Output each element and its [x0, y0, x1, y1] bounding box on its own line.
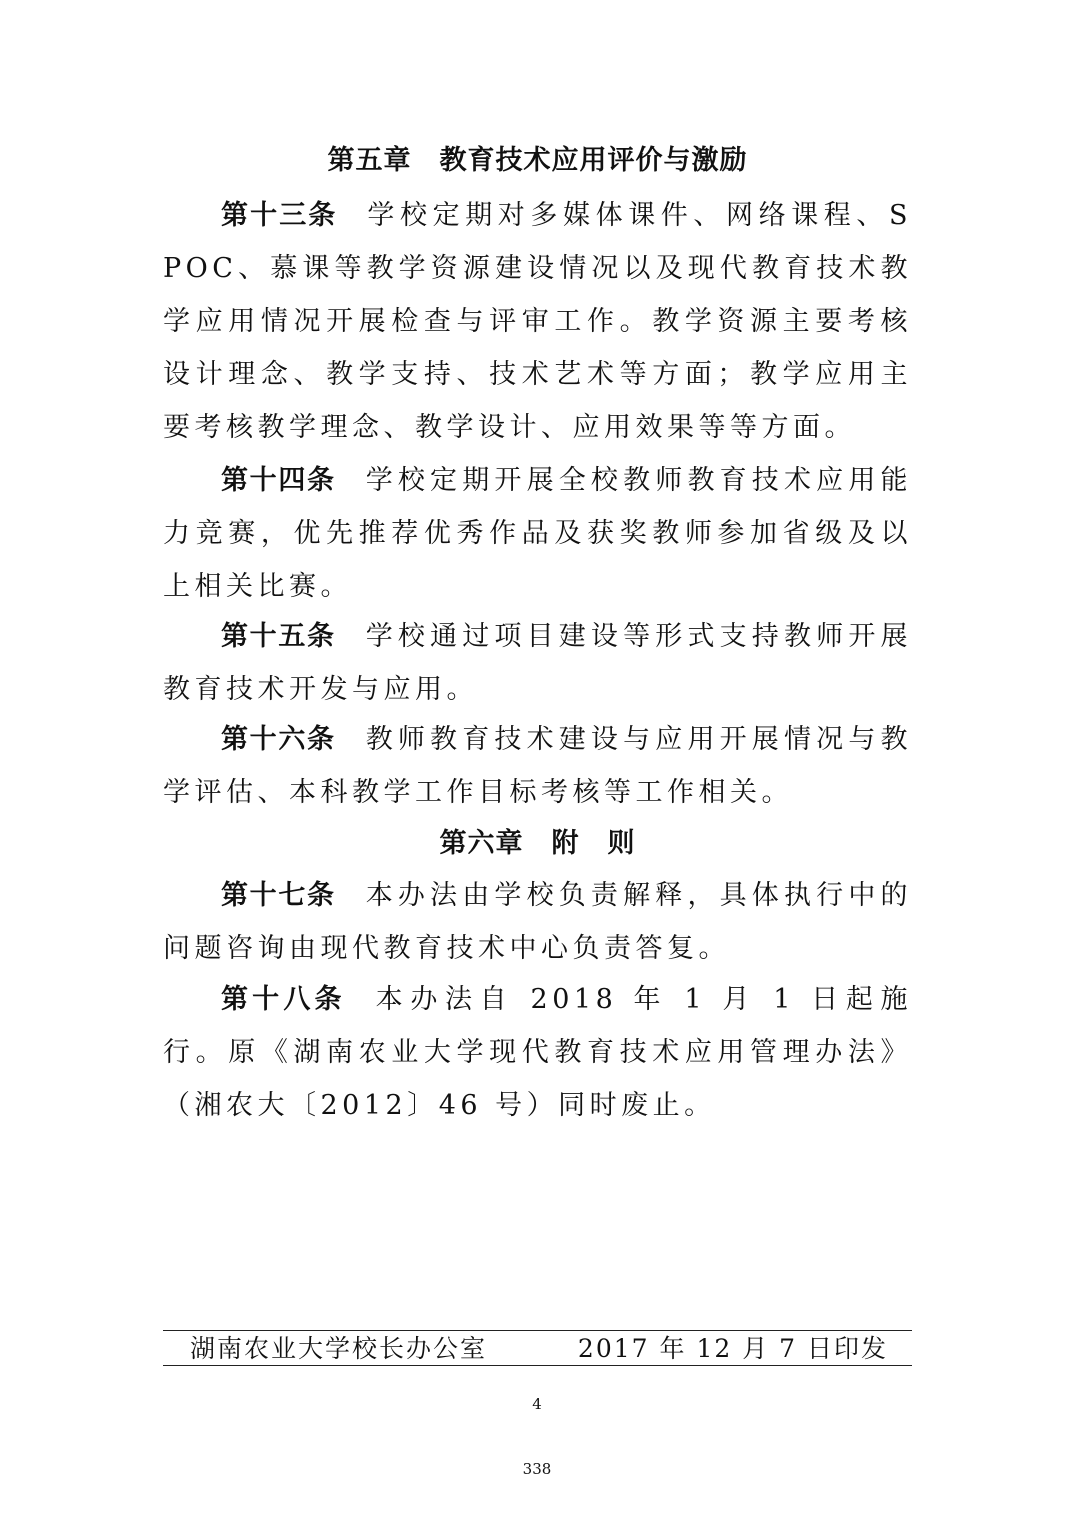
article-18-text: 本办法自 2018 年 1 月 1 日起施行。原《湖南农业大学现代教育技术应用管理办法》（湘农大〔2012〕46 号）同时废止。 — [163, 984, 912, 1121]
article-13 — [163, 189, 912, 454]
chapter-6-title: 第六章 附 则 — [439, 828, 636, 859]
article-16-label: 第十六条 — [221, 724, 336, 755]
article-13-label: 第十三条 — [221, 200, 338, 231]
footer-rule-top — [163, 1330, 912, 1331]
article-14 — [163, 454, 912, 613]
article-18 — [163, 973, 912, 1132]
article-17-label: 第十七条 — [221, 880, 336, 911]
article-17 — [163, 869, 912, 975]
article-14-text: 学校定期开展全校教师教育技术应用能力竞赛，优先推荐优秀作品及获奖教师参加省级及以上相关比赛。 — [163, 465, 913, 602]
article-13-text: 学校定期对多媒体课件、网络课程、SPOC、慕课等教学资源建设情况以及现代教育技术教学应用情况开展检查与评审工作。教学资源主要考核设计理念、教学支持、技术艺术等方面；教学应用主要考核教学理念、教学设计、应用效果等等方面。 — [163, 200, 913, 443]
chapter-5-title: 第五章 教育技术应用评价与激励 — [327, 145, 748, 176]
page-number: 4 — [532, 1395, 542, 1413]
article-14-label: 第十四条 — [221, 465, 336, 496]
article-18-label: 第十八条 — [221, 984, 346, 1015]
article-16 — [163, 713, 912, 819]
article-15 — [163, 610, 912, 716]
batch-page-number: 338 — [522, 1460, 552, 1478]
article-15-label: 第十五条 — [221, 621, 336, 652]
footer-office: 湖南农业大学校长办公室 — [190, 1334, 488, 1363]
article-16-text: 教师教育技术建设与应用开展情况与教学评估、本科教学工作目标考核等工作相关。 — [163, 724, 913, 808]
footer-date: 2017 年 12 月 7 日印发 — [577, 1334, 888, 1363]
article-17-text: 本办法由学校负责解释，具体执行中的问题咨询由现代教育技术中心负责答复。 — [163, 880, 913, 964]
footer-rule-bottom — [163, 1365, 912, 1366]
article-15-text: 学校通过项目建设等形式支持教师开展教育技术开发与应用。 — [163, 621, 913, 705]
